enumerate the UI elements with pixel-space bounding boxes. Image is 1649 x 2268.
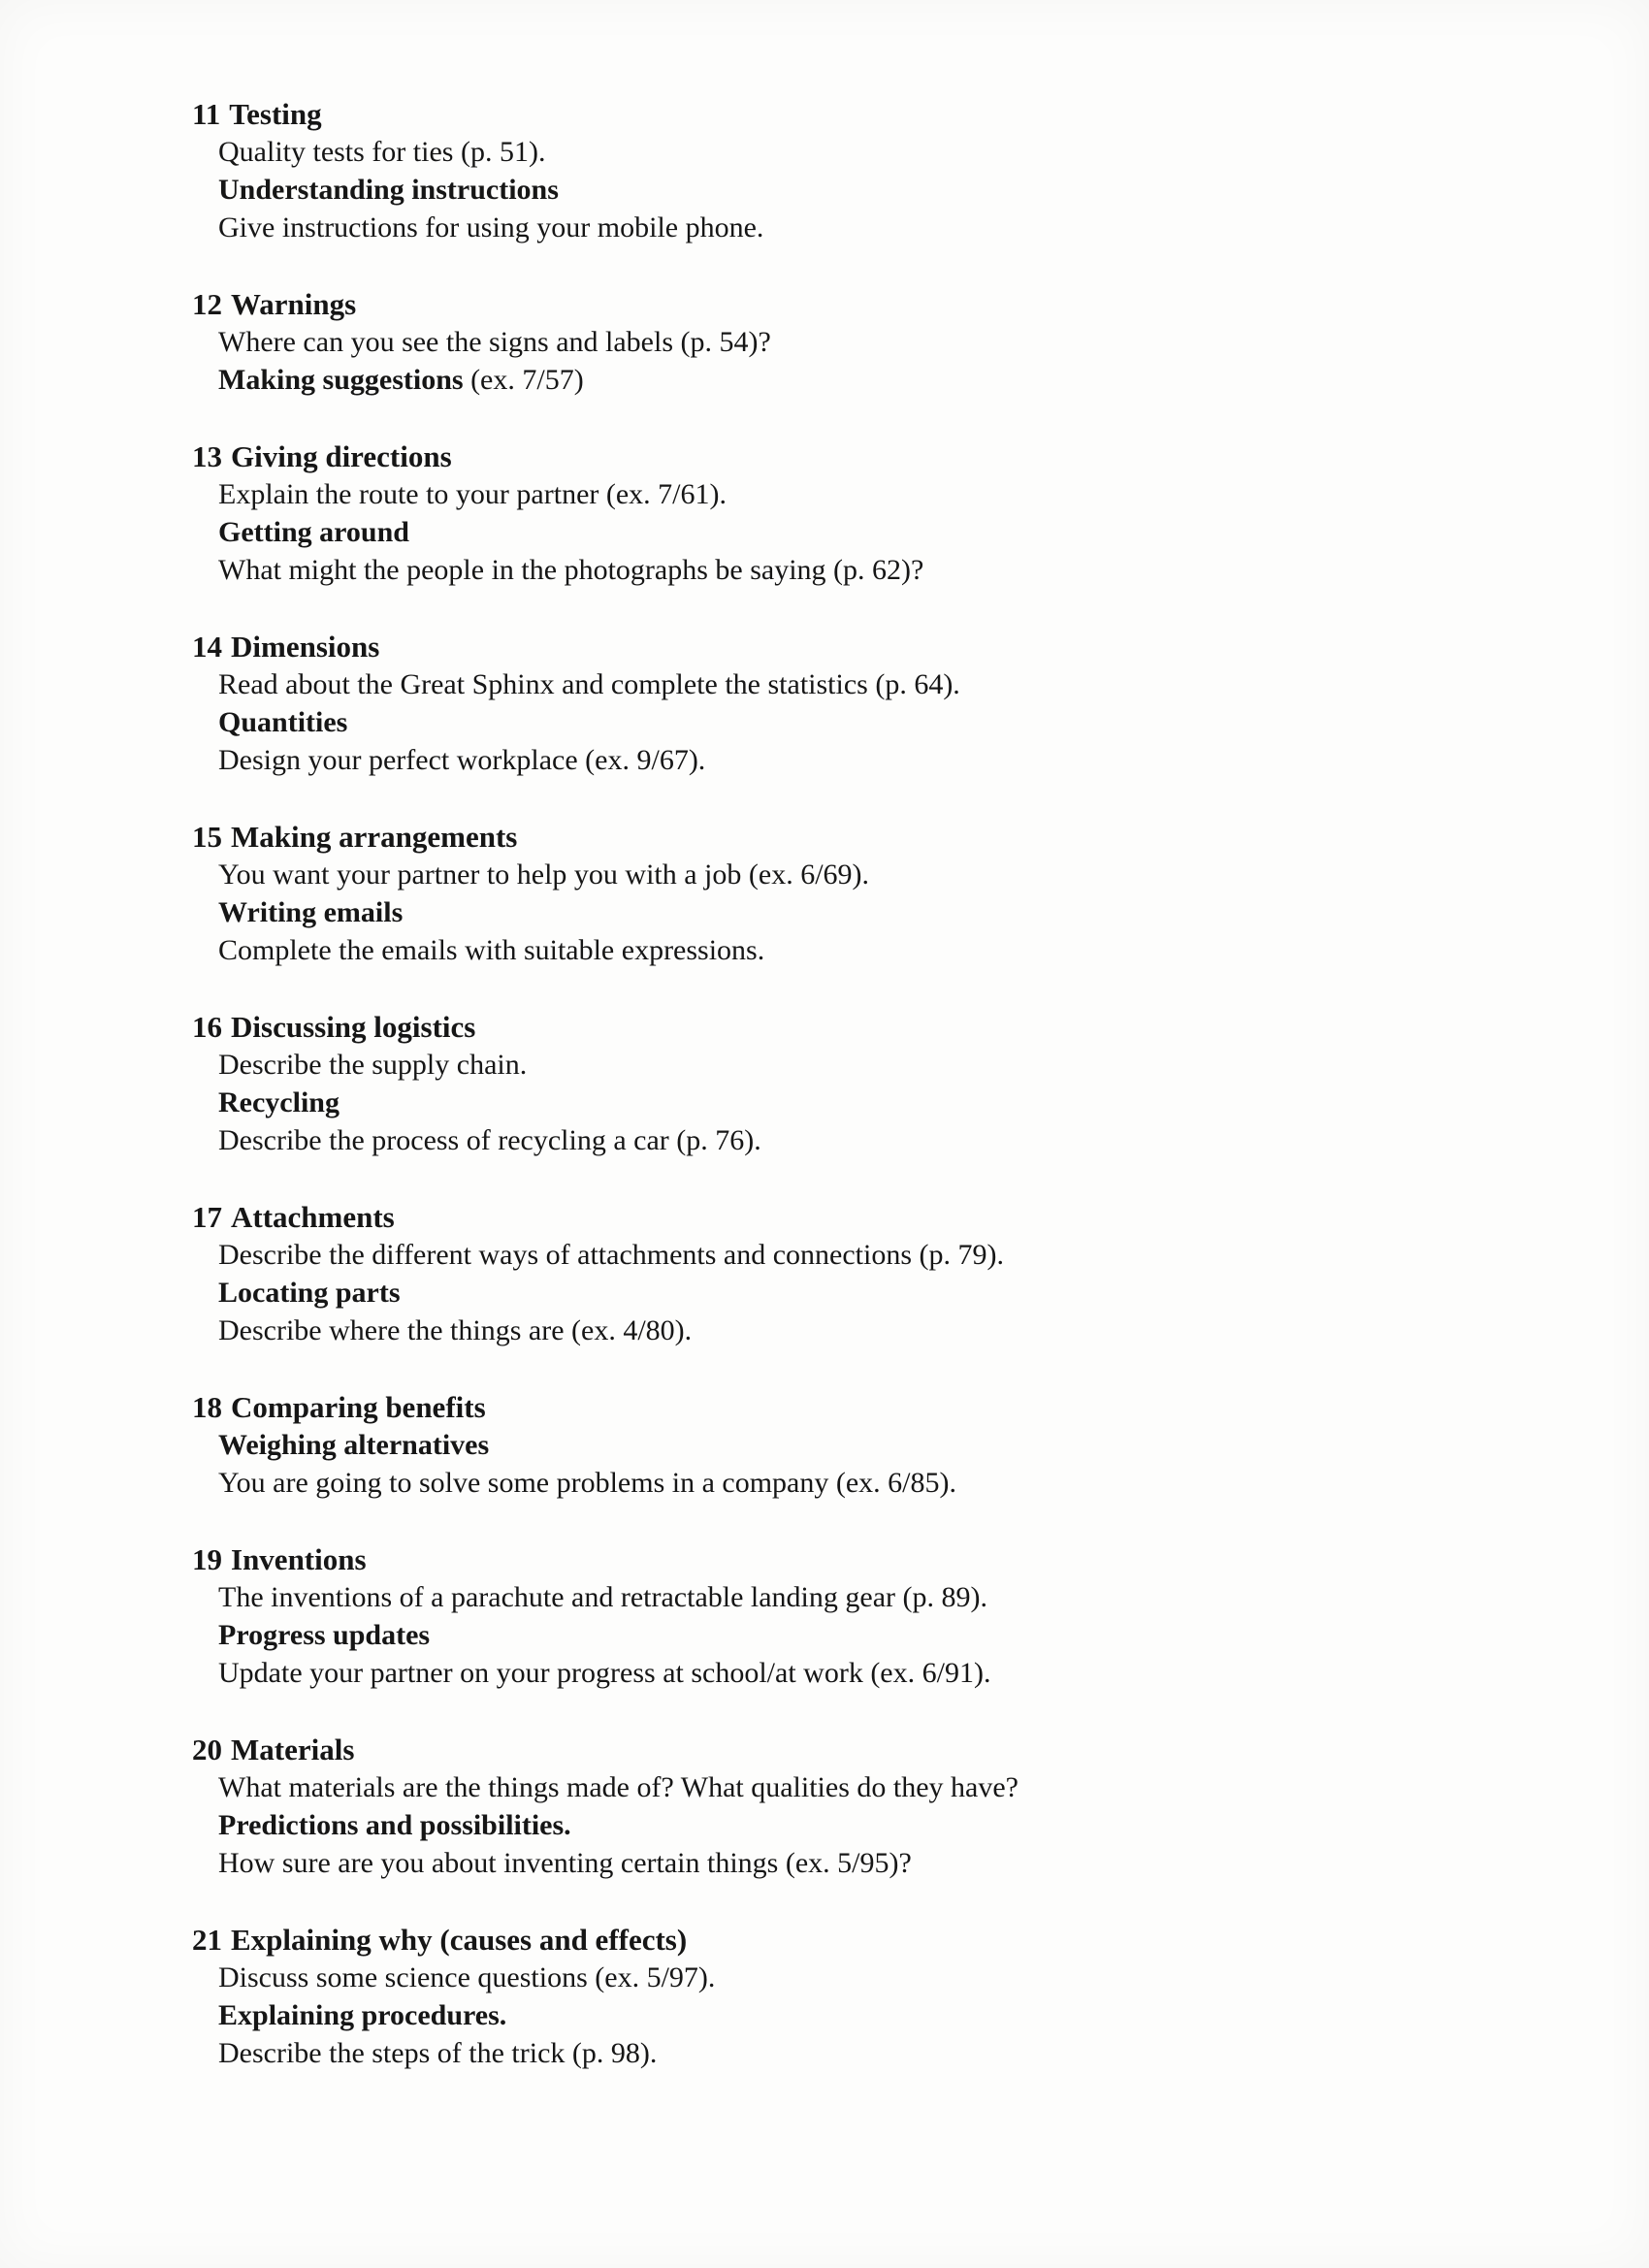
unit-section	[192, 1198, 1453, 1349]
unit-number: 11	[192, 97, 221, 131]
unit-number: 18	[192, 1390, 222, 1424]
task-description	[218, 1959, 1453, 1996]
subtopic-text: Getting around	[218, 516, 409, 548]
unit-title: Testing	[229, 97, 322, 131]
unit-heading	[192, 95, 1453, 133]
task-text: Describe where the things are (ex. 4/80).	[218, 1314, 693, 1346]
subtopic-heading	[218, 1084, 1453, 1121]
task-text: Describe the process of recycling a car (p. 76).	[218, 1124, 761, 1156]
unit-content	[192, 1426, 1453, 1502]
unit-heading	[192, 1540, 1453, 1578]
task-description	[218, 1654, 1453, 1692]
task-text: Design your perfect workplace (ex. 9/67).	[218, 744, 706, 776]
task-description	[218, 209, 1453, 246]
unit-title: Attachments	[231, 1200, 395, 1234]
unit-section	[192, 285, 1453, 399]
task-text: Where can you see the signs and labels (p. 54)?	[218, 326, 771, 358]
unit-content	[192, 1578, 1453, 1692]
unit-heading	[192, 1921, 1453, 1959]
unit-content	[192, 1236, 1453, 1349]
subtopic-heading	[218, 361, 1453, 399]
task-description	[218, 1768, 1453, 1806]
subtopic-text: Recycling	[218, 1086, 340, 1118]
unit-title: Explaining why (causes and effects)	[231, 1923, 688, 1957]
unit-title: Making arrangements	[231, 820, 518, 854]
task-text: You want your partner to help you with a job (ex. 6/69).	[218, 859, 870, 891]
unit-number: 19	[192, 1542, 222, 1576]
unit-number: 13	[192, 439, 222, 473]
unit-section	[192, 628, 1453, 779]
unit-list	[192, 95, 1453, 2111]
unit-content	[192, 1768, 1453, 1882]
unit-heading	[192, 1198, 1453, 1236]
unit-title: Dimensions	[231, 630, 380, 664]
unit-content	[192, 1046, 1453, 1159]
subtopic-text: Progress updates	[218, 1619, 431, 1651]
unit-heading	[192, 628, 1453, 665]
subtopic-text: Writing emails	[218, 896, 404, 928]
task-description	[218, 551, 1453, 589]
unit-content	[192, 133, 1453, 246]
subtopic-heading	[218, 1274, 1453, 1312]
task-description	[218, 741, 1453, 779]
unit-number: 16	[192, 1010, 222, 1044]
task-description	[218, 1046, 1453, 1084]
unit-heading	[192, 437, 1453, 475]
unit-heading	[192, 1008, 1453, 1046]
unit-heading	[192, 1731, 1453, 1768]
unit-heading	[192, 818, 1453, 856]
task-text: Give instructions for using your mobile phone.	[218, 211, 764, 243]
unit-title: Warnings	[231, 287, 357, 321]
unit-title: Comparing benefits	[231, 1390, 486, 1424]
task-text: Update your partner on your progress at school/at work (ex. 6/91).	[218, 1657, 991, 1689]
exercise-reference: (ex. 7/57)	[463, 364, 584, 396]
unit-heading	[192, 1388, 1453, 1426]
task-description	[218, 1464, 1453, 1502]
task-text: You are going to solve some problems in a company (ex. 6/85).	[218, 1467, 957, 1499]
unit-section	[192, 437, 1453, 589]
task-text: What materials are the things made of? What qualities do they have?	[218, 1771, 1018, 1803]
task-text: Discuss some science questions (ex. 5/97).	[218, 1961, 716, 1993]
subtopic-heading	[218, 1996, 1453, 2034]
task-text: Read about the Great Sphinx and complete the statistics (p. 64).	[218, 668, 960, 700]
task-description	[218, 856, 1453, 893]
subtopic-heading	[218, 171, 1453, 209]
task-description	[218, 475, 1453, 513]
unit-section	[192, 1731, 1453, 1882]
unit-number: 17	[192, 1200, 222, 1234]
task-description	[218, 2034, 1453, 2072]
task-text: Describe the supply chain.	[218, 1049, 528, 1081]
subtopic-heading	[218, 1616, 1453, 1654]
unit-section	[192, 1388, 1453, 1502]
subtopic-text: Quantities	[218, 706, 348, 738]
subtopic-heading	[218, 513, 1453, 551]
task-description	[218, 931, 1453, 969]
unit-number: 20	[192, 1733, 222, 1766]
unit-title: Discussing logistics	[231, 1010, 476, 1044]
subtopic-heading	[218, 703, 1453, 741]
unit-content	[192, 856, 1453, 969]
subtopic-heading	[218, 1806, 1453, 1844]
subtopic-text: Making suggestions	[218, 364, 464, 396]
task-text: Quality tests for ties (p. 51).	[218, 136, 546, 168]
unit-section	[192, 95, 1453, 246]
subtopic-text: Understanding instructions	[218, 174, 559, 206]
unit-section	[192, 1008, 1453, 1159]
unit-section	[192, 1921, 1453, 2072]
task-description	[218, 1121, 1453, 1159]
unit-content	[192, 1959, 1453, 2072]
unit-title: Inventions	[231, 1542, 367, 1576]
task-text: The inventions of a parachute and retractable landing gear (p. 89).	[218, 1581, 987, 1613]
subtopic-text: Weighing alternatives	[218, 1429, 490, 1461]
unit-number: 12	[192, 287, 222, 321]
unit-number: 15	[192, 820, 222, 854]
unit-number: 21	[192, 1923, 222, 1957]
unit-content	[192, 665, 1453, 779]
task-description	[218, 1236, 1453, 1274]
subtopic-text: Locating parts	[218, 1277, 401, 1309]
unit-number: 14	[192, 630, 222, 664]
task-text: Explain the route to your partner (ex. 7/61).	[218, 478, 728, 510]
task-description	[218, 133, 1453, 171]
unit-heading	[192, 285, 1453, 323]
task-description	[218, 1844, 1453, 1882]
subtopic-heading	[218, 893, 1453, 931]
unit-content	[192, 323, 1453, 399]
task-text: What might the people in the photographs be saying (p. 62)?	[218, 554, 924, 586]
task-text: Describe the different ways of attachments and connections (p. 79).	[218, 1239, 1004, 1271]
unit-section	[192, 1540, 1453, 1692]
task-description	[218, 665, 1453, 703]
task-description	[218, 323, 1453, 361]
task-text: How sure are you about inventing certain things (ex. 5/95)?	[218, 1847, 912, 1879]
subtopic-heading	[218, 1426, 1453, 1464]
subtopic-text: Predictions and possibilities.	[218, 1809, 571, 1841]
unit-section	[192, 818, 1453, 969]
unit-title: Materials	[231, 1733, 355, 1766]
task-description	[218, 1578, 1453, 1616]
task-text: Complete the emails with suitable expressions.	[218, 934, 765, 966]
unit-content	[192, 475, 1453, 589]
task-text: Describe the steps of the trick (p. 98).	[218, 2037, 658, 2069]
subtopic-text: Explaining procedures.	[218, 1999, 507, 2031]
unit-title: Giving directions	[231, 439, 452, 473]
task-description	[218, 1312, 1453, 1349]
